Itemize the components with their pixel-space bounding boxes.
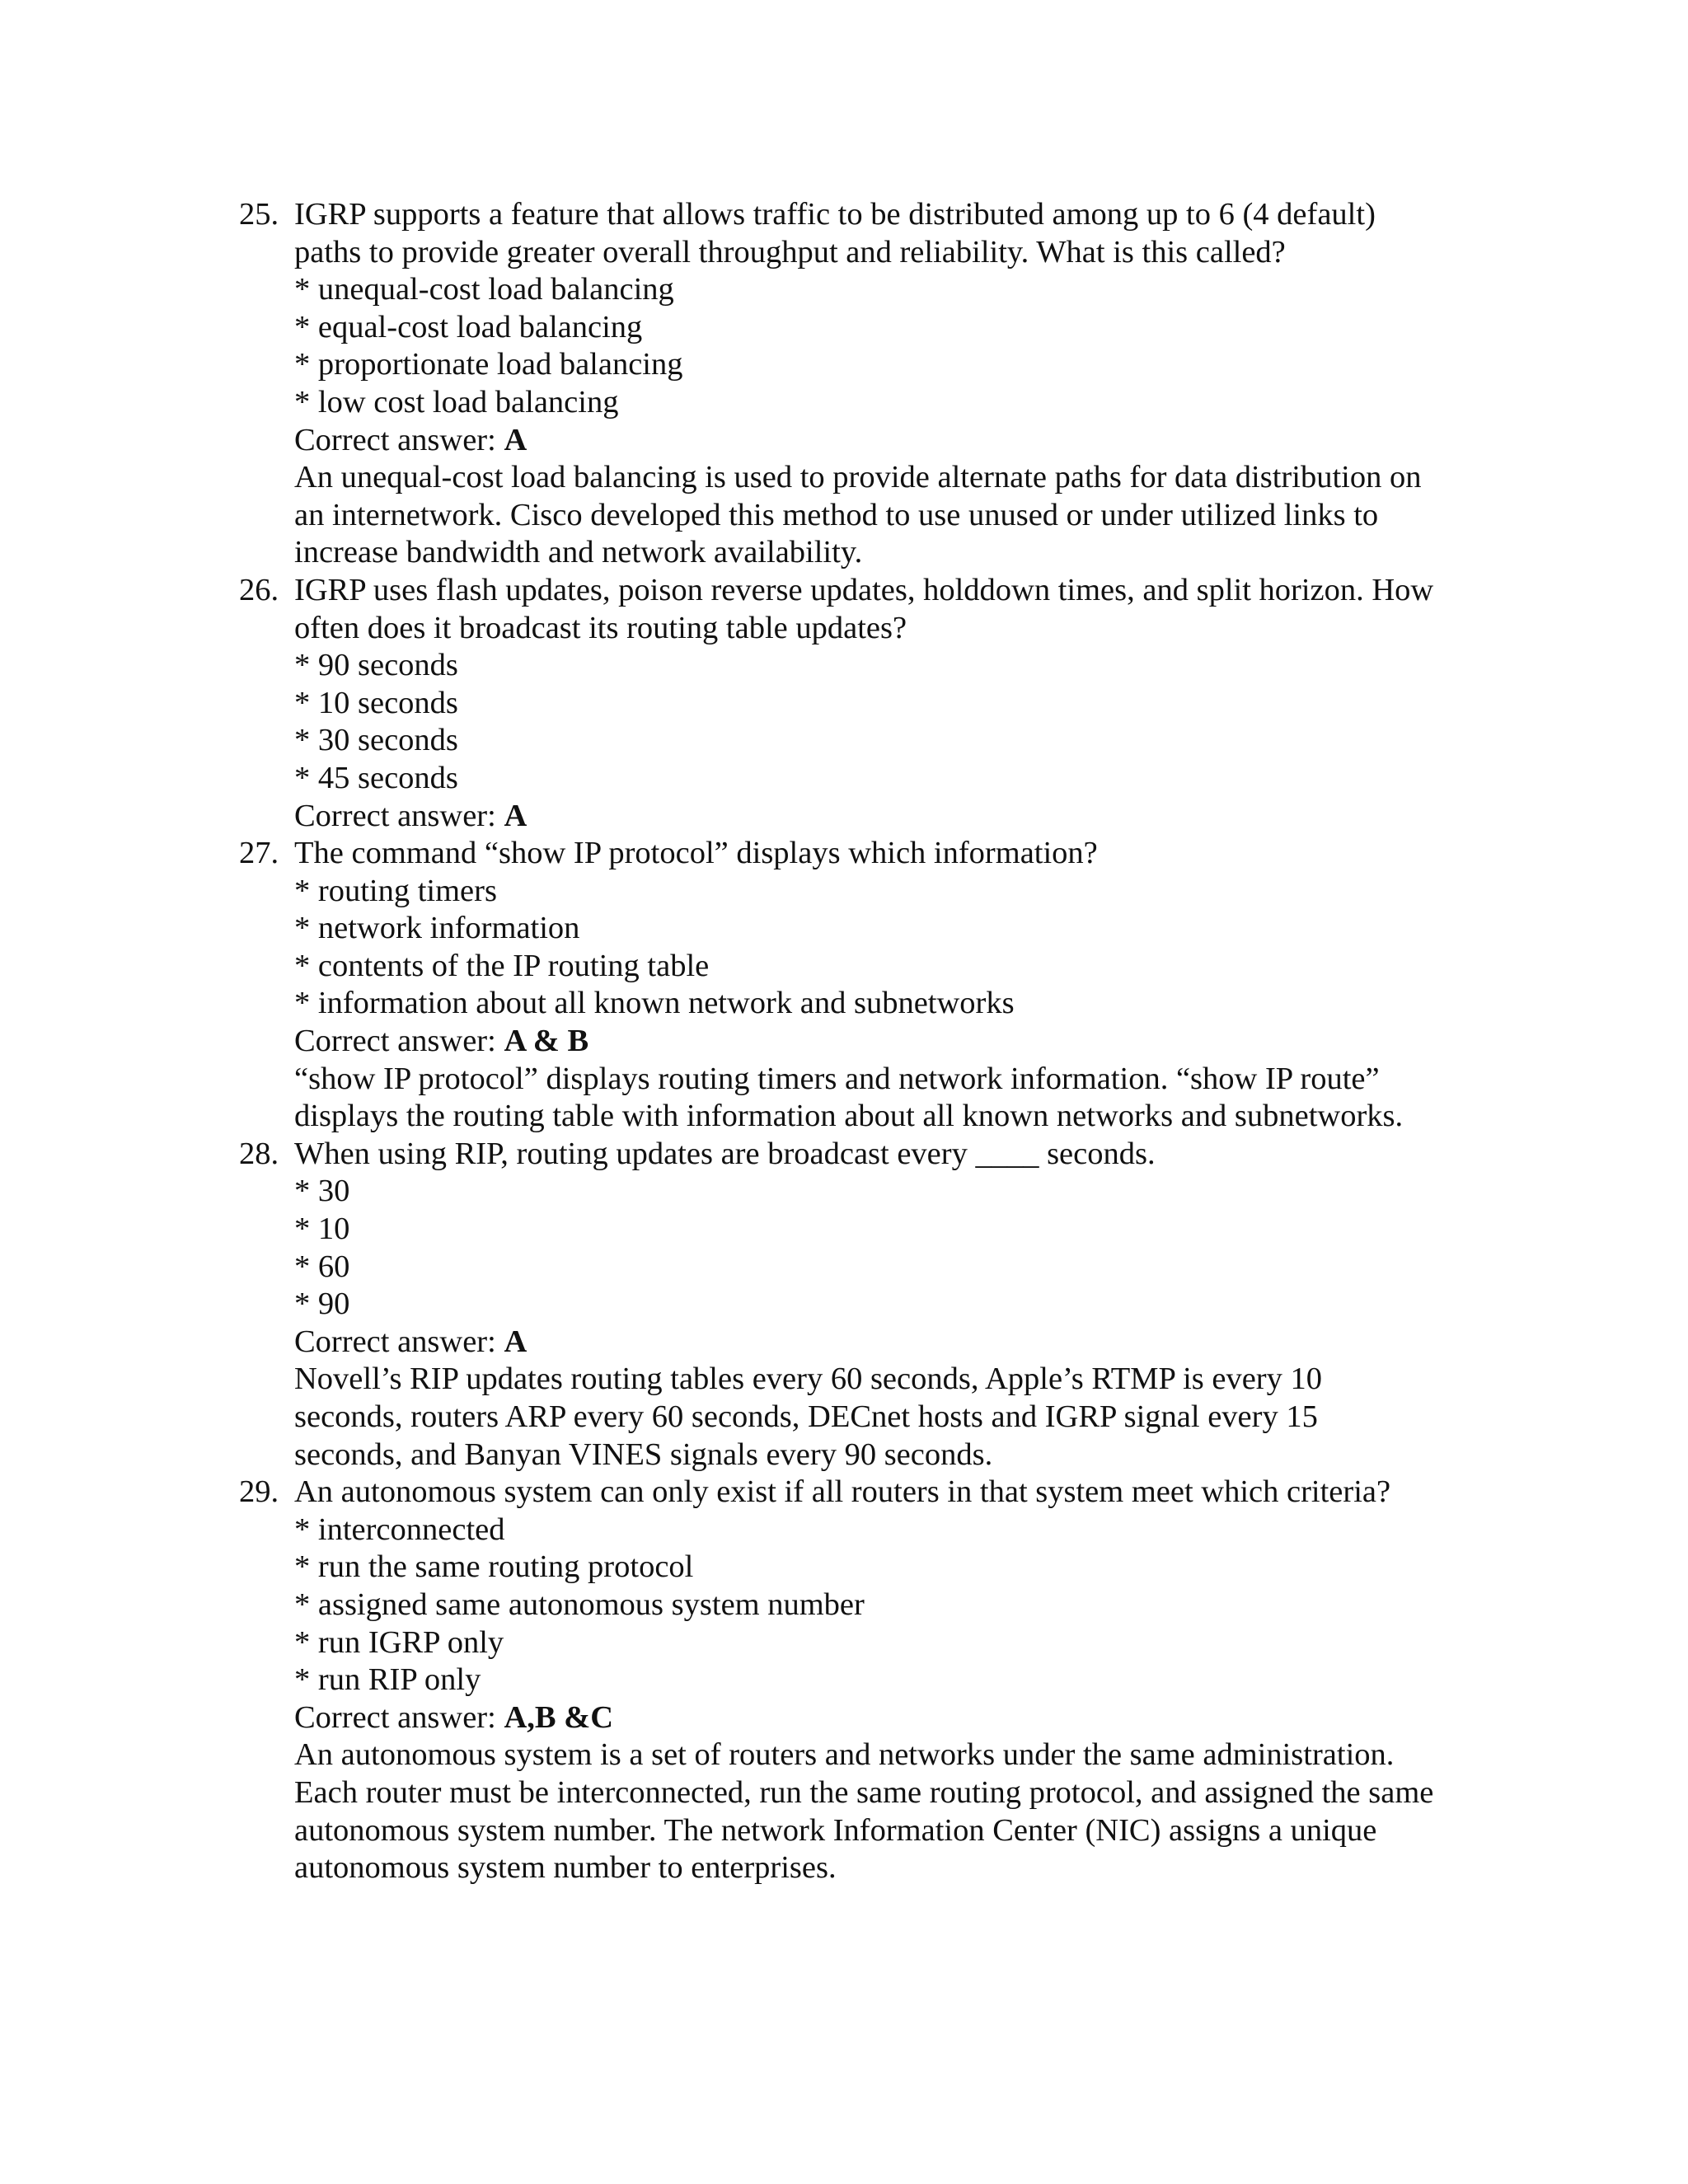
correct-answer-label: Correct answer:	[294, 1699, 504, 1735]
correct-answer	[294, 1324, 1492, 1361]
explanation-text: autonomous system number. The network Information Center (NIC) assigns a unique	[294, 1812, 1377, 1848]
explanation-text: increase bandwidth and network availability.	[294, 535, 863, 570]
answer-option: * low cost load balancing	[294, 384, 619, 419]
answer-option: * routing timers	[294, 873, 497, 908]
explanation-text: seconds, and Banyan VINES signals every 90 seconds.	[294, 1436, 993, 1472]
answer-option: * run the same routing protocol	[294, 1549, 694, 1585]
question-text: When using RIP, routing updates are broadcast every ____ seconds.	[294, 1136, 1156, 1171]
question-text: often does it broadcast its routing table updates?	[294, 610, 907, 645]
answer-option: * 10 seconds	[294, 685, 458, 720]
question-item	[239, 196, 1492, 572]
explanation-text: Each router must be interconnected, run the same routing protocol, and assigned the same	[294, 1774, 1434, 1810]
explanation-text: autonomous system number to enterprises.	[294, 1850, 837, 1886]
correct-answer-value: A	[504, 798, 528, 833]
correct-answer-label: Correct answer:	[294, 798, 504, 833]
answer-option: * 90	[294, 1286, 350, 1322]
explanation-text: seconds, routers ARP every 60 seconds, DECnet hosts and IGRP signal every 15	[294, 1399, 1318, 1434]
correct-answer	[294, 1023, 1492, 1061]
question-item	[239, 1474, 1492, 1887]
correct-answer-value: A & B	[504, 1024, 589, 1059]
correct-answer-label: Correct answer:	[294, 1324, 504, 1359]
answer-option: * 30	[294, 1174, 350, 1209]
correct-answer	[294, 1699, 1492, 1737]
question-text: The command “show IP protocol” displays which information?	[294, 836, 1098, 871]
question-item	[239, 1136, 1492, 1474]
answer-option: * 10	[294, 1212, 350, 1247]
correct-answer-label: Correct answer:	[294, 1024, 504, 1059]
question-text: An autonomous system can only exist if all routers in that system meet which criteria?	[294, 1474, 1391, 1510]
answer-option: * unequal-cost load balancing	[294, 272, 674, 307]
question-number: 28.	[239, 1136, 279, 1171]
correct-answer-value: A	[504, 422, 528, 457]
answer-option: * assigned same autonomous system number	[294, 1586, 865, 1622]
explanation-text: an internetwork. Cisco developed this method to use unused or under utilized links to	[294, 497, 1379, 532]
answer-option: * equal-cost load balancing	[294, 309, 643, 344]
correct-answer	[294, 798, 1492, 836]
answer-option: * information about all known network and subnetworks	[294, 986, 1015, 1021]
correct-answer	[294, 422, 1492, 460]
explanation-text: An autonomous system is a set of routers and networks under the same administration.	[294, 1737, 1395, 1773]
question-text: IGRP supports a feature that allows traffic to be distributed among up to 6 (4 default)	[294, 197, 1376, 232]
question-number: 26.	[239, 572, 279, 607]
answer-option: * 45 seconds	[294, 760, 458, 795]
explanation-text: “show IP protocol” displays routing timers and network information. “show IP route”	[294, 1061, 1380, 1096]
answer-option: * interconnected	[294, 1511, 505, 1547]
correct-answer-label: Correct answer:	[294, 422, 504, 457]
explanation-text: An unequal-cost load balancing is used to provide alternate paths for data distribution on	[294, 460, 1422, 495]
answer-option: * 30 seconds	[294, 723, 458, 758]
question-text: paths to provide greater overall throughput and reliability. What is this called?	[294, 234, 1286, 269]
answer-option: * network information	[294, 911, 580, 946]
explanation-text: Novell’s RIP updates routing tables every 60 seconds, Apple’s RTMP is every 10	[294, 1361, 1323, 1397]
correct-answer-value: A	[504, 1324, 528, 1359]
question-item	[239, 835, 1492, 1136]
explanation-text: displays the routing table with information about all known networks and subnetworks.	[294, 1099, 1404, 1134]
answer-option: * run RIP only	[294, 1662, 481, 1698]
answer-option: * 90 seconds	[294, 648, 458, 683]
answer-option: * run IGRP only	[294, 1624, 504, 1660]
question-text: IGRP uses flash updates, poison reverse updates, holddown times, and split horizon. How	[294, 572, 1434, 607]
correct-answer-value: A,B &C	[504, 1699, 614, 1735]
answer-option: * contents of the IP routing table	[294, 948, 710, 983]
answer-option: * proportionate load balancing	[294, 347, 683, 382]
question-number: 27.	[239, 836, 279, 871]
question-number: 29.	[239, 1474, 279, 1510]
question-number: 25.	[239, 197, 279, 232]
question-list	[239, 196, 1492, 1887]
question-item	[239, 572, 1492, 835]
answer-option: * 60	[294, 1249, 350, 1284]
